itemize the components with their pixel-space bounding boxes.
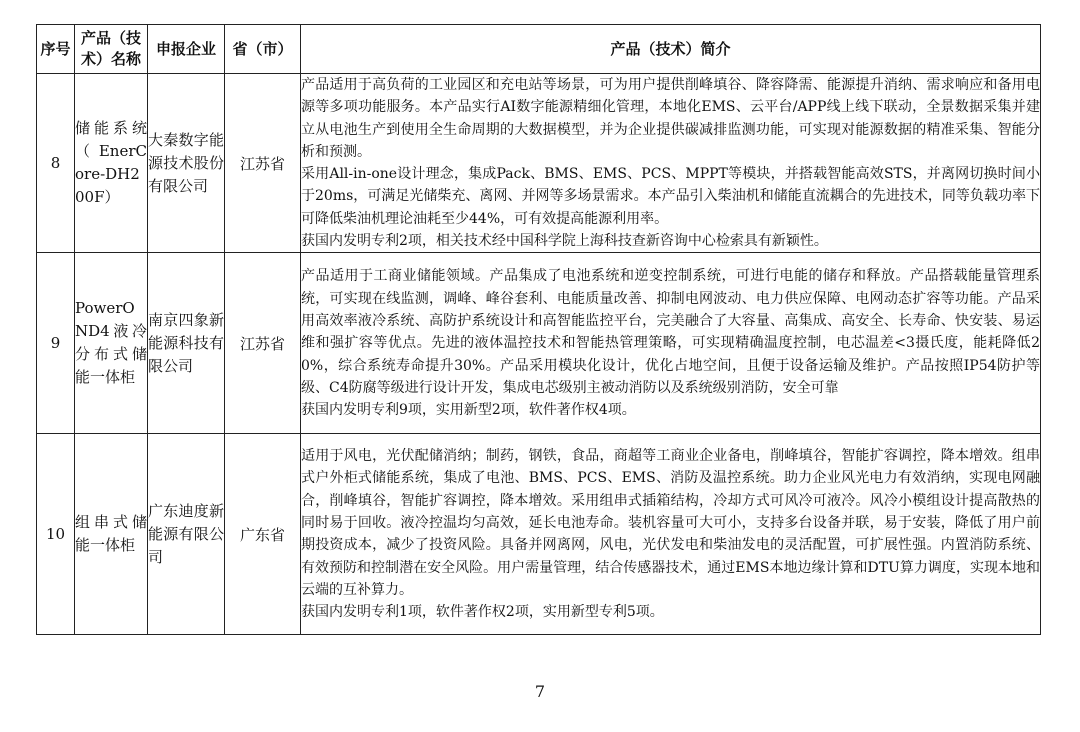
row-index: 8 <box>37 74 75 253</box>
table-row <box>37 74 1041 253</box>
row-index: 9 <box>37 253 75 434</box>
description-paragraph: 产品适用于高负荷的工业园区和充电站等场景，可为用户提供削峰填谷、降容降需、能源提升消纳、需求响应和备用电源等多项功能服务。本产品实行AI数字能源精细化管理，本地化EMS、云平台/APP线上线下联动，全景数据采集并建立从电池生产到使用全生命周期的大数据模型，并为企业提供碳减排监测功能，可实现对能源数据的精准采集、智能分析和预测。 <box>301 77 1040 160</box>
product-description <box>301 74 1041 253</box>
product-name: PowerOND4液冷分布式储能一体柜 <box>75 253 148 434</box>
description-paragraph: 产品适用于工商业储能领域。产品集成了电池系统和逆变控制系统，可进行电能的储存和释放。产品搭载能量管理系统，可实现在线监测，调峰、峰谷套利、电能质量改善、抑制电网波动、电力供应保障、电网动态扩容等功能。产品采用高效率液冷系统、高防护系统设计和高智能监控平台，完美融合了大容量、高集成、高安全、长寿命、快安装、易运维和强扩容等优点。先进的液体温控技术和智能热管理策略，可实现精确温度控制，电芯温差<3摄氏度，能耗降低20%，综合系统寿命提升30%。产品采用模块化设计，优化占地空间，且便于设备运输及维护。产品按照IP54防护等级、C4防腐等级进行设计开发，集成电芯级别主被动消防以及系统级别消防，安全可靠 <box>301 268 1040 396</box>
company-name: 广东迪度新能源有限公司 <box>148 434 225 635</box>
description-paragraph: 获国内发明专利2项，相关技术经中国科学院上海科技查新咨询中心检索具有新颖性。 <box>301 233 828 250</box>
province: 广东省 <box>225 434 301 635</box>
description-paragraph: 适用于风电，光伏配储消纳；制药，钢铁，食品，商超等工商业企业备电，削峰填谷，智能扩容调控，降本增效。组串式户外柜式储能系统，集成了电池、BMS、PCS、EMS、消防及温控系统。助力企业风光电力有效消纳，实现电网融合，削峰填谷，智能扩容调控，降本增效。采用组串式插箱结构，冷却方式可风冷可液冷。风冷小模组设计提高散热的同时易于回收。液冷控温均匀高效，延长电池寿命。装机容量可大可小，支持多台设备并联，易于安装，降低了用户前期投资成本，减少了投资风险。具备并网离网，风电，光伏发电和柴油发电的灵活配置，可扩展性强。内置消防系统、有效预防和控制潜在安全风险。用户需量管理，结合传感器技术，通过EMS本地边缘计算和DTU算力调度，实现本地和云端的互补算力。 <box>301 448 1040 598</box>
header-province: 省（市） <box>225 25 301 74</box>
province: 江苏省 <box>225 253 301 434</box>
province: 江苏省 <box>225 74 301 253</box>
company-name: 南京四象新能源科技有限公司 <box>148 253 225 434</box>
description-paragraph: 采用All-in-one设计理念，集成Pack、BMS、EMS、PCS、MPPT等模块，并搭载智能高效STS，并离网切换时间小于20ms，可满足光储柴充、离网、并网等多场景需求。本产品引入柴油机和储能直流耦合的先进技术，同等负载功率下可降低柴油机理论油耗至少44%，可有效提高能源利用率。 <box>301 166 1040 227</box>
description-paragraph: 获国内发明专利1项，软件著作权2项，实用新型专利5项。 <box>301 604 664 621</box>
page-number: 7 <box>534 682 546 701</box>
product-name: 储能系统（EnerCore-DH200F） <box>75 74 148 253</box>
table-row <box>37 253 1041 434</box>
product-table <box>36 24 1041 635</box>
description-paragraph: 获国内发明专利9项，实用新型2项，软件著作权4项。 <box>301 402 636 419</box>
product-description <box>301 434 1041 635</box>
table-row <box>37 434 1041 635</box>
product-name: 组串式储能一体柜 <box>75 434 148 635</box>
row-index: 10 <box>37 434 75 635</box>
header-index: 序号 <box>37 25 75 74</box>
product-description <box>301 253 1041 434</box>
table-header-row <box>37 25 1041 74</box>
header-product: 产品（技术）名称 <box>75 25 148 74</box>
header-company: 申报企业 <box>148 25 225 74</box>
company-name: 大秦数字能源技术股份有限公司 <box>148 74 225 253</box>
header-description: 产品（技术）简介 <box>301 25 1041 74</box>
